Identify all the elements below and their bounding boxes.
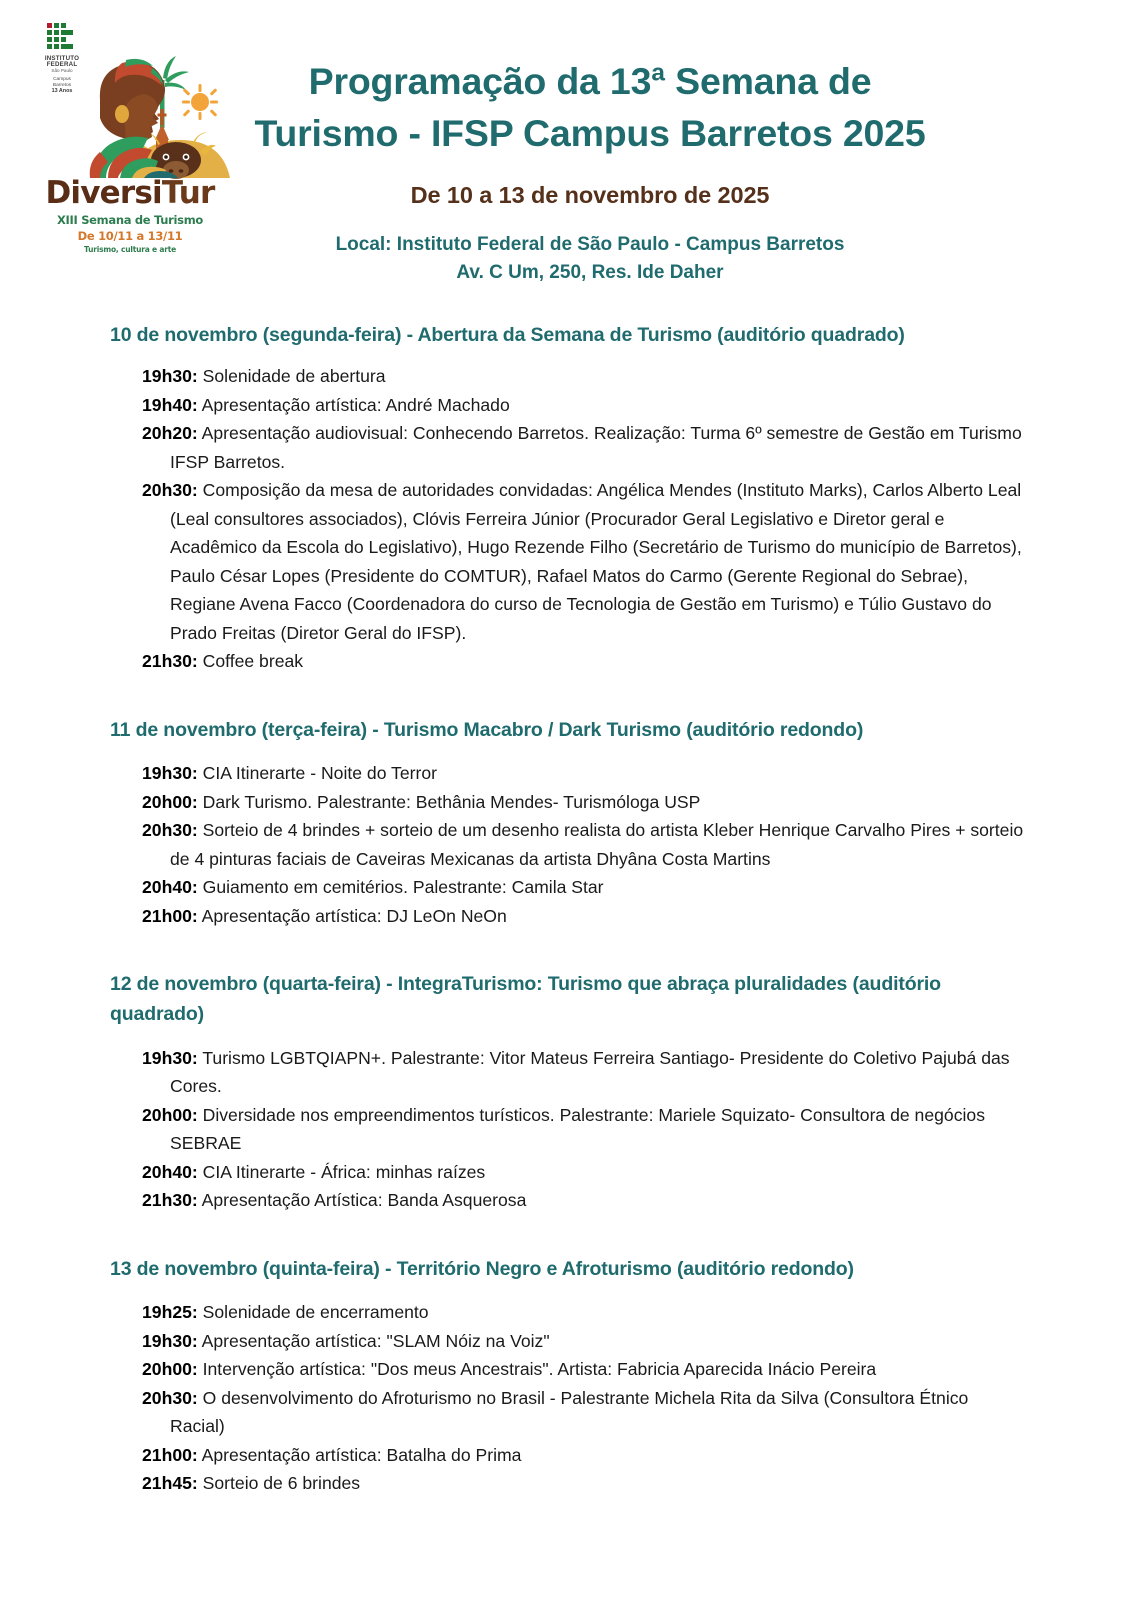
day-entries <box>142 759 1027 930</box>
schedule-entry <box>142 1044 1027 1101</box>
schedule-list <box>0 321 1131 1556</box>
wordmark-part-tur: Tur <box>161 175 215 211</box>
title-block <box>195 10 985 287</box>
entry-text: Sorteio de 4 brindes + sorteio de um desenho realista do artista Kleber Henrique Carvalho Pires + sorteio de 4 pinturas faciais de Caveiras Mexicanas da artista Dhyâna Costa Martins <box>170 820 1024 869</box>
page-title <box>195 56 985 160</box>
schedule-entry <box>142 362 1027 391</box>
ifsp-label-instituto: INSTITUTO <box>44 55 80 62</box>
entry-time: 20h00: <box>142 1104 198 1125</box>
earring-icon <box>115 105 129 123</box>
entry-text: Apresentação Artística: Banda Asquerosa <box>197 1190 527 1211</box>
entry-text: Solenidade de abertura <box>197 366 386 387</box>
entry-time: 21h30: <box>142 1190 198 1211</box>
day-section-12-novembro <box>104 970 1027 1214</box>
entry-text: Solenidade de encerramento <box>197 1302 429 1323</box>
ifsp-label-barretos: Barretos <box>52 82 72 88</box>
venue-line-1: Local: Instituto Federal de São Paulo - Campus Barretos <box>335 233 845 255</box>
entry-time: 19h25: <box>142 1302 198 1323</box>
day-section-13-novembro <box>104 1255 1027 1498</box>
entry-text: Apresentação artística: André Machado <box>197 394 510 415</box>
day-heading: 13 de novembro (quinta-feira) - Território Negro e Afroturismo (auditório redondo) <box>110 1257 854 1280</box>
entry-time: 21h00: <box>142 1444 198 1465</box>
poster-header <box>0 0 1131 287</box>
section-spacer <box>104 1233 1027 1255</box>
entry-time: 20h40: <box>142 877 198 898</box>
day-heading: 10 de novembro (segunda-feira) - Abertura da Semana de Turismo (auditório quadrado) <box>110 323 905 346</box>
ifsp-label-campus: Campus <box>53 76 71 82</box>
entry-text: Coffee break <box>197 651 304 672</box>
day-heading: 11 de novembro (terça-feira) - Turismo Macabro / Dark Turismo (auditório redondo) <box>110 718 864 741</box>
logo-subtitle-edition: XIII Semana de Turismo <box>56 213 204 227</box>
section-spacer <box>104 694 1027 716</box>
entry-text: O desenvolvimento do Afroturismo no Brasil - Palestrante Michela Rita da Silva (Consultora Étnico Racial) <box>170 1387 969 1437</box>
entry-text: Diversidade nos empreendimentos turísticos. Palestrante: Mariele Squizato- Consultora de negócios SEBRAE <box>170 1104 985 1154</box>
entry-time: 19h30: <box>142 366 198 387</box>
event-date-range: De 10 a 13 de novembro de 2025 <box>410 181 770 208</box>
event-venue <box>195 231 985 287</box>
schedule-entry <box>142 1355 1027 1384</box>
schedule-entry <box>142 1158 1027 1187</box>
entry-text: Apresentação artística: Batalha do Prima <box>197 1444 522 1465</box>
day-entries <box>142 1298 1027 1498</box>
entry-text: Turismo LGBTQIAPN+. Palestrante: Vitor Mateus Ferreira Santiago- Presidente do Coletivo Pajubá das Cores. <box>170 1047 1010 1097</box>
schedule-entry <box>142 759 1027 788</box>
schedule-entry <box>142 1327 1027 1356</box>
entry-time: 20h00: <box>142 1359 198 1380</box>
entry-time: 21h30: <box>142 651 198 672</box>
schedule-entry <box>142 1469 1027 1498</box>
section-spacer <box>104 948 1027 970</box>
entry-text: Dark Turismo. Palestrante: Bethânia Mendes- Turismóloga USP <box>197 791 701 812</box>
schedule-entry <box>142 476 1027 647</box>
entry-time: 19h30: <box>142 1330 198 1351</box>
entry-time: 20h00: <box>142 791 198 812</box>
entry-time: 20h40: <box>142 1161 198 1182</box>
schedule-entry <box>142 788 1027 817</box>
day-section-11-novembro <box>104 716 1027 931</box>
sun-icon <box>182 84 218 120</box>
schedule-entry <box>142 1186 1027 1215</box>
page-title-line-2: Turismo - IFSP Campus Barretos 2025 <box>254 111 926 154</box>
entry-text: CIA Itinerarte - Noite do Terror <box>197 763 437 784</box>
ifsp-grid-icon <box>47 23 77 53</box>
schedule-entry <box>142 1384 1027 1441</box>
entry-time: 21h45: <box>142 1473 198 1494</box>
schedule-entry <box>142 647 1027 676</box>
entry-time: 20h20: <box>142 423 198 444</box>
day-heading: 12 de novembro (quarta-feira) - IntegraTurismo: Turismo que abraça pluralidades (auditório quadrado) <box>110 973 941 1026</box>
diversitur-logo <box>16 10 244 254</box>
schedule-entry <box>142 1298 1027 1327</box>
diversitur-wordmark <box>16 175 244 211</box>
schedule-entry <box>142 902 1027 931</box>
schedule-entry <box>142 873 1027 902</box>
page-title-line-1: Programação da 13ª Semana de <box>308 60 872 102</box>
ifsp-label-federal: FEDERAL <box>46 61 78 69</box>
day-entries <box>142 1044 1027 1215</box>
entry-time: 20h30: <box>142 1387 198 1408</box>
entry-text: Composição da mesa de autoridades convidadas: Angélica Mendes (Instituto Marks), Carlos Alberto Leal (Leal consultores associados), Clóvis Ferreira Júnior (Procurador Geral Legislativo e Diretor geral e Acadêmico da Escola do Legislativo), Hugo Rezende Filho (Secretário de Turismo do município de Barretos), Paulo César Lopes (Presidente do COMTUR), Rafael Matos do Carmo (Gerente Regional do Sebrae), Regiane Avena Facco (Coordenadora do curso de Tecnologia de Gestão em Turismo) e Túlio Gustavo do Prado Freitas (Diretor Geral do IFSP). <box>170 480 1022 643</box>
entry-text: Guiamento em cemitérios. Palestrante: Camila Star <box>197 877 604 898</box>
entry-text: Sorteio de 6 brindes <box>197 1473 361 1494</box>
entry-text: Apresentação audiovisual: Conhecendo Barretos. Realização: Turma 6º semestre de Gestão em Turismo IFSP Barretos. <box>170 423 1022 472</box>
entry-time: 21h00: <box>142 905 198 926</box>
entry-text: Apresentação artística: DJ LeOn NeOn <box>197 905 507 926</box>
logo-subtitle-dates: De 10/11 a 13/11 <box>77 229 183 243</box>
entry-time: 19h40: <box>142 394 198 415</box>
schedule-entry <box>142 1101 1027 1158</box>
entry-text: CIA Itinerarte - África: minhas raízes <box>197 1161 486 1182</box>
entry-text: Apresentação artística: "SLAM Nóiz na Voiz" <box>197 1330 550 1351</box>
ifsp-label-anos: 13 Anos <box>51 88 73 95</box>
diversitur-emblem-illustration <box>60 52 230 178</box>
venue-line-2: Av. C Um, 250, Res. Ide Daher <box>456 261 724 283</box>
schedule-entry <box>142 1441 1027 1470</box>
entry-text: Intervenção artística: "Dos meus Ancestrais". Artista: Fabricia Aparecida Inácio Pereira <box>197 1359 877 1380</box>
logo-subtitle-tagline: Turismo, cultura e arte <box>84 245 176 254</box>
entry-time: 19h30: <box>142 763 198 784</box>
schedule-entry <box>142 816 1027 873</box>
wordmark-part-diversi: Diversi <box>45 175 162 211</box>
schedule-entry <box>142 391 1027 420</box>
entry-time: 20h30: <box>142 820 198 841</box>
entry-time: 19h30: <box>142 1047 198 1068</box>
day-entries <box>142 362 1027 676</box>
schedule-entry <box>142 419 1027 476</box>
ifsp-label-sao-paulo: São Paulo <box>51 67 73 73</box>
day-section-10-novembro <box>104 321 1027 676</box>
entry-time: 20h30: <box>142 480 198 501</box>
